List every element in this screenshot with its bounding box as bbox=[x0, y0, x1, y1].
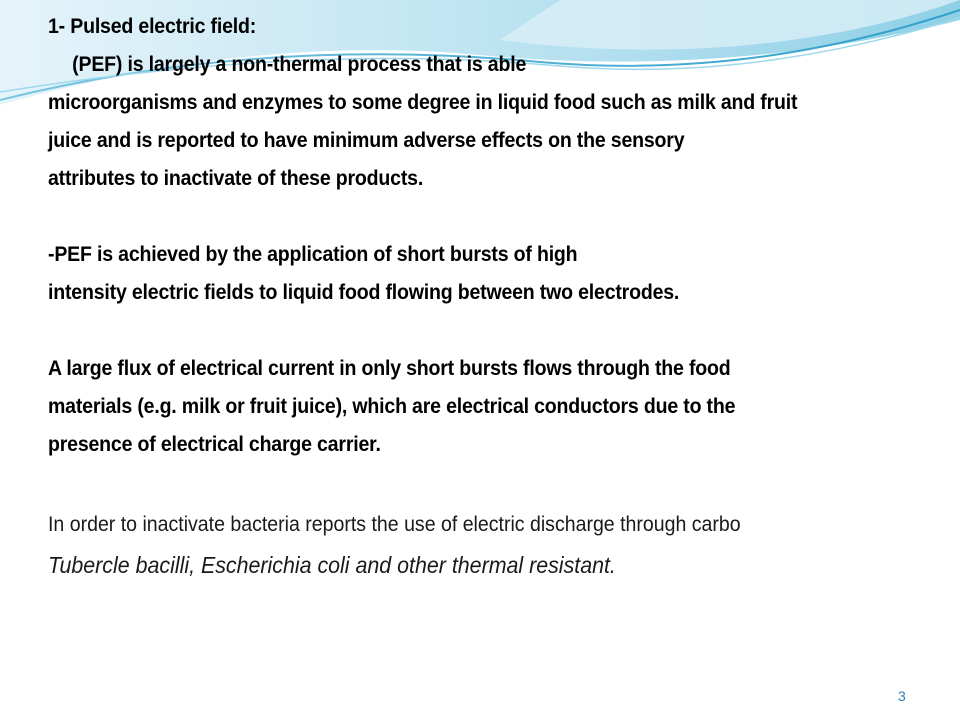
para1-line2: microorganisms and enzymes to some degree in liquid food such as milk and fruit bbox=[48, 91, 798, 114]
para3-line2: materials (e.g. milk or fruit juice), which are electrical conductors due to the bbox=[48, 395, 736, 418]
para4-line1: In order to inactivate bacteria reports the use of electric discharge through carbo bbox=[48, 513, 741, 536]
para1-line3: juice and is reported to have minimum adverse effects on the sensory bbox=[48, 129, 685, 152]
spacer bbox=[48, 198, 885, 236]
para4-line2: Tubercle bacilli, Escherichia coli and other thermal resistant. bbox=[48, 552, 616, 578]
page-number: 3 bbox=[898, 688, 906, 704]
para1-line1: (PEF) is largely a non-thermal process that is able bbox=[72, 53, 527, 76]
para2-line1: -PEF is achieved by the application of short bursts of high bbox=[48, 243, 578, 266]
para2-line2: intensity electric fields to liquid food flowing between two electrodes. bbox=[48, 281, 680, 304]
para1-line4: attributes to inactivate of these products. bbox=[48, 167, 424, 190]
spacer bbox=[48, 312, 885, 350]
para3-line1: A large flux of electrical current in only short bursts flows through the food bbox=[48, 357, 731, 380]
slide-body bbox=[48, 8, 885, 464]
para3-line3: presence of electrical charge carrier. bbox=[48, 433, 381, 456]
slide-heading: 1- Pulsed electric field: bbox=[48, 15, 257, 38]
